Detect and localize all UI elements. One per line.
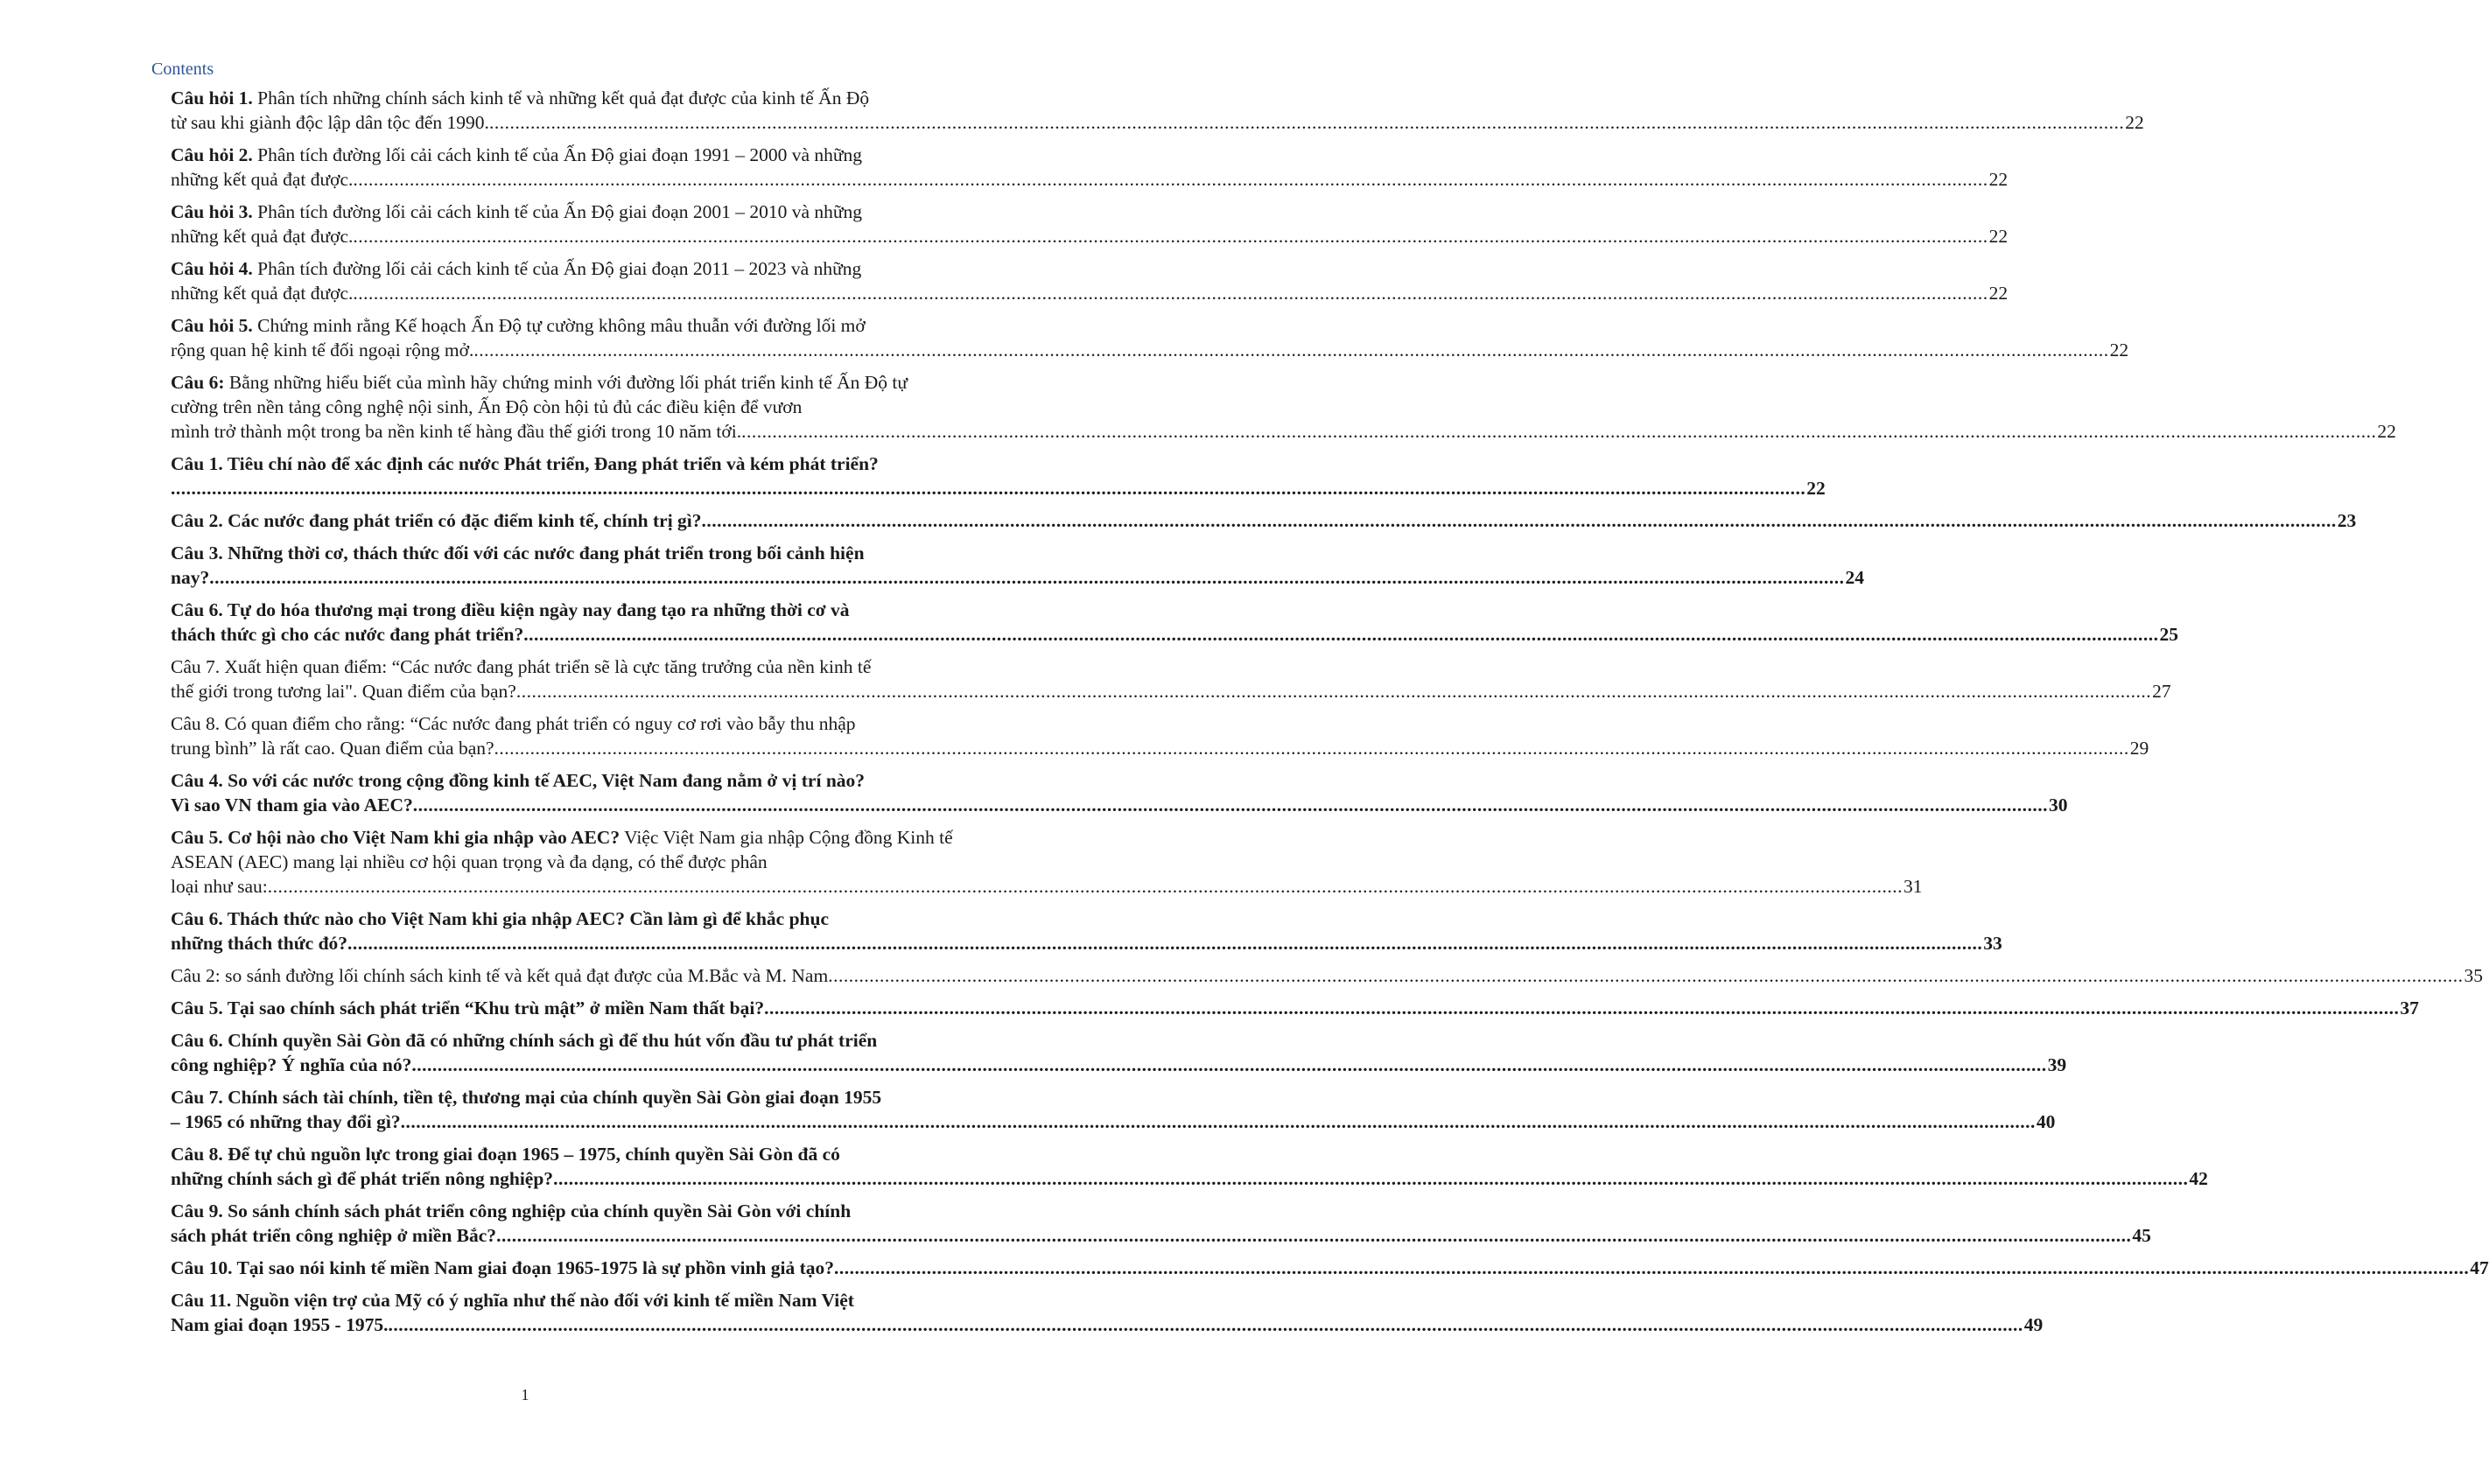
toc-entry[interactable] bbox=[171, 825, 1923, 899]
toc-entry[interactable] bbox=[171, 654, 2171, 704]
toc-entry[interactable] bbox=[171, 541, 1864, 590]
toc-entry-page-number: 31 bbox=[1904, 876, 1923, 897]
toc-entry-title: Chứng minh rằng Kế hoạch Ấn Độ tự cường không mâu thuẫn với đường lối mở bbox=[257, 315, 866, 336]
toc-entry-text bbox=[171, 711, 954, 736]
toc-entry-title-tail: Câu 5. Tại sao chính sách phát triển “Khu trù mật” ở miền Nam thất bại? bbox=[171, 998, 765, 1018]
toc-entry-text bbox=[171, 825, 954, 874]
toc-entry-last-line bbox=[171, 565, 1864, 590]
toc-entry-page-number: 47 bbox=[2470, 1257, 2489, 1278]
toc-entry-text bbox=[171, 1199, 954, 1223]
toc-entry-title-tail: từ sau khi giành độc lập dân tộc đến 1990. bbox=[171, 112, 489, 133]
toc-entry-text bbox=[171, 1288, 954, 1312]
toc-entry-page-number: 24 bbox=[1845, 567, 1864, 588]
toc-entry-page-number: 22 bbox=[1988, 283, 2009, 304]
toc-entry-title: Câu 7. Chính sách tài chính, tiền tệ, thương mại của chính quyền Sài Gòn giai đoạn 1955 bbox=[171, 1087, 882, 1108]
toc-entry-last-line bbox=[171, 679, 2171, 704]
toc-entry-title-tail: – 1965 có những thay đổi gì? bbox=[171, 1111, 401, 1132]
toc-entry[interactable] bbox=[171, 996, 2419, 1020]
toc-entry[interactable] bbox=[171, 1028, 2067, 1077]
toc-entry-title-tail: thế giới trong tương lai". Quan điểm của bạn? bbox=[171, 681, 516, 702]
toc-entry-text bbox=[171, 143, 954, 167]
dot-leader bbox=[834, 1256, 2469, 1280]
toc-entry[interactable] bbox=[171, 1142, 2208, 1191]
toc-entry-text bbox=[171, 452, 954, 476]
toc-entry-last-line bbox=[171, 1256, 2489, 1280]
toc-entry-title-tail: Câu 2: so sánh đường lối chính sách kinh tế và kết quả đạt được của M.Bắc và M. Nam bbox=[171, 965, 829, 986]
toc-entry-page-number: 39 bbox=[2047, 1054, 2067, 1075]
toc-entry-title: Câu 6. Thách thức nào cho Việt Nam khi gia nhập AEC? Cần làm gì để khắc phục bbox=[171, 908, 830, 929]
toc-entry-title-tail: thách thức gì cho các nước đang phát triển? bbox=[171, 624, 524, 645]
toc-entry[interactable] bbox=[171, 906, 2002, 956]
toc-entry[interactable] bbox=[171, 452, 1826, 500]
toc-entry-page-number: 22 bbox=[1988, 226, 2009, 247]
toc-entry[interactable] bbox=[171, 370, 2396, 444]
toc-entry[interactable] bbox=[171, 598, 2178, 647]
dot-leader bbox=[413, 793, 2048, 817]
toc-entry-page-number: 30 bbox=[2049, 794, 2068, 816]
toc-entry-last-line bbox=[171, 1312, 2044, 1337]
dot-leader bbox=[828, 963, 2463, 988]
toc-entry-last-line bbox=[171, 476, 1826, 500]
toc-entry-title: Việc Việt Nam gia nhập Cộng đồng Kinh tế ASEAN (AEC) mang lại nhiều cơ hội quan trọng và đa dạng, có thể được phân bbox=[171, 827, 953, 872]
toc-entry-title: Câu 8. Có quan điểm cho rằng: “Các nước đang phát triển có nguy cơ rơi vào bẫy thu nhập bbox=[171, 713, 856, 734]
toc-entry-title: Phân tích đường lối cải cách kinh tế của Ấn Độ giai đoạn 1991 – 2000 và những bbox=[257, 144, 863, 165]
toc-entry-title-tail: Vì sao VN tham gia vào AEC? bbox=[171, 794, 413, 816]
toc-entry[interactable] bbox=[171, 143, 2009, 192]
toc-entry-title: Câu 8. Để tự chủ nguồn lực trong giai đoạn 1965 – 1975, chính quyền Sài Gòn đã có bbox=[171, 1144, 840, 1165]
toc-entry-label: Câu hỏi 1. bbox=[171, 88, 253, 108]
dot-leader bbox=[171, 476, 1805, 500]
toc-entry[interactable] bbox=[171, 256, 2009, 305]
toc-entry-page-number: 22 bbox=[1806, 478, 1826, 499]
toc-entry-title: Câu 4. So với các nước trong cộng đồng kinh tế AEC, Việt Nam đang nằm ở vị trí nào? bbox=[171, 770, 866, 791]
toc-entry-label: Câu hỏi 2. bbox=[171, 144, 253, 165]
dot-leader bbox=[473, 338, 2108, 362]
dot-leader bbox=[516, 679, 2151, 704]
toc-entry-text bbox=[171, 313, 954, 338]
toc-entry-page-number: 40 bbox=[2036, 1111, 2056, 1132]
toc-entry-last-line bbox=[171, 1223, 2151, 1248]
toc-entry-page-number: 22 bbox=[1988, 169, 2009, 190]
toc-entry-title-tail: những kết quả đạt được. bbox=[171, 226, 354, 247]
toc-entry-text bbox=[171, 906, 954, 931]
toc-entry-title-tail: loại như sau: bbox=[171, 876, 268, 897]
toc-entry[interactable] bbox=[171, 86, 2144, 135]
dot-leader bbox=[401, 1110, 2036, 1134]
toc-entry-title-tail: Nam giai đoạn 1955 - 1975. bbox=[171, 1314, 389, 1335]
toc-entry-title-tail: những kết quả đạt được. bbox=[171, 169, 354, 190]
toc-entry-last-line bbox=[171, 419, 2396, 444]
toc-entry-title: Phân tích đường lối cải cách kinh tế của Ấn Độ giai đoạn 2001 – 2010 và những bbox=[257, 201, 863, 222]
toc-entry-title-tail: Câu 10. Tại sao nói kinh tế miền Nam giai đoạn 1965-1975 là sự phồn vinh giả tạo? bbox=[171, 1257, 834, 1278]
toc-entry-last-line bbox=[171, 1166, 2208, 1191]
dot-leader bbox=[702, 508, 2337, 533]
toc-entry-title: Câu 7. Xuất hiện quan điểm: “Các nước đang phát triển sẽ là cực tăng trưởng của nền kinh tế bbox=[171, 656, 872, 677]
toc-entry-label: Câu 5. Cơ hội nào cho Việt Nam khi gia nhập vào AEC? bbox=[171, 827, 620, 848]
toc-entry-last-line bbox=[171, 736, 2149, 760]
dot-leader bbox=[388, 1312, 2023, 1337]
toc-entry-text bbox=[171, 598, 954, 622]
toc-entry-page-number: 37 bbox=[2400, 998, 2419, 1018]
toc-heading: Contents bbox=[151, 60, 214, 79]
toc-entry-last-line bbox=[171, 1053, 2067, 1077]
toc-entry-title: Phân tích những chính sách kinh tế và những kết quả đạt được của kinh tế Ấn Độ bbox=[257, 88, 870, 108]
toc-entry[interactable] bbox=[171, 508, 2357, 533]
toc-entry-last-line bbox=[171, 622, 2178, 647]
toc-entry-page-number: 25 bbox=[2159, 624, 2178, 645]
toc-entry-text bbox=[171, 256, 954, 281]
toc-entry-title-tail: những thách thức đó? bbox=[171, 933, 348, 954]
toc-entry[interactable] bbox=[171, 1199, 2151, 1248]
toc-entry[interactable] bbox=[171, 1256, 2489, 1280]
toc-entry-title-tail: Câu 2. Các nước đang phát triển có đặc điểm kinh tế, chính trị gì? bbox=[171, 510, 702, 531]
toc-entry-last-line bbox=[171, 793, 2068, 817]
dot-leader bbox=[347, 931, 1982, 956]
toc-entry-title-tail: những kết quả đạt được. bbox=[171, 283, 354, 304]
toc-entry-page-number: 27 bbox=[2152, 681, 2171, 702]
page-number: 1 bbox=[521, 1386, 529, 1404]
toc-list bbox=[171, 86, 2489, 1345]
dot-leader bbox=[353, 281, 1988, 305]
toc-entry-last-line bbox=[171, 508, 2357, 533]
toc-entry-page-number: 22 bbox=[2109, 340, 2129, 360]
toc-entry-title-tail: rộng quan hệ kinh tế đối ngoại rộng mở. bbox=[171, 340, 474, 360]
toc-entry-last-line bbox=[171, 224, 2009, 248]
dot-leader bbox=[553, 1166, 2188, 1191]
toc-entry-last-line bbox=[171, 963, 2483, 988]
toc-entry-label: Câu hỏi 5. bbox=[171, 315, 253, 336]
toc-entry-page-number: 33 bbox=[1983, 933, 2002, 954]
toc-entry-last-line bbox=[171, 1110, 2056, 1134]
toc-entry-label: Câu hỏi 4. bbox=[171, 258, 253, 279]
toc-entry-title: Câu 9. So sánh chính sách phát triển công nghiệp của chính quyền Sài Gòn với chính bbox=[171, 1200, 852, 1222]
toc-entry-title-tail: những chính sách gì để phát triển nông nghiệp? bbox=[171, 1168, 554, 1189]
toc-entry-text bbox=[171, 654, 954, 679]
toc-entry-last-line bbox=[171, 167, 2009, 192]
toc-entry-page-number: 45 bbox=[2132, 1225, 2151, 1246]
dot-leader bbox=[489, 110, 2124, 135]
toc-entry[interactable] bbox=[171, 768, 2068, 817]
toc-entry[interactable] bbox=[171, 711, 2149, 760]
toc-entry-title-tail: sách phát triển công nghiệp ở miền Bắc? bbox=[171, 1225, 497, 1246]
toc-entry[interactable] bbox=[171, 1085, 2056, 1134]
toc-entry-title: Phân tích đường lối cải cách kinh tế của Ấn Độ giai đoạn 2011 – 2023 và những bbox=[257, 258, 862, 279]
toc-entry-title: Câu 3. Những thời cơ, thách thức đối với các nước đang phát triển trong bối cảnh hiện bbox=[171, 542, 865, 564]
toc-entry-last-line bbox=[171, 931, 2002, 956]
dot-leader bbox=[496, 1223, 2131, 1248]
toc-entry-title-tail: trung bình” là rất cao. Quan điểm của bạn? bbox=[171, 738, 494, 759]
toc-entry-last-line bbox=[171, 281, 2009, 305]
toc-entry-page-number: 23 bbox=[2337, 510, 2357, 531]
toc-entry-last-line bbox=[171, 996, 2419, 1020]
toc-entry-page-number: 49 bbox=[2023, 1314, 2044, 1335]
dot-leader bbox=[268, 874, 1903, 899]
toc-entry-title: Bằng những hiểu biết của mình hãy chứng minh với đường lối phát triển kinh tế Ấn Độ tự cường trên nền tảng công nghệ nội sinh, Ấn Độ còn hội tủ đủ các điều kiện để vươn bbox=[171, 372, 908, 417]
toc-entry-title: Câu 11. Nguồn viện trợ của Mỹ có ý nghĩa như thế nào đối với kinh tế miền Nam Việt bbox=[171, 1290, 854, 1311]
toc-entry-page-number: 42 bbox=[2189, 1168, 2208, 1189]
toc-entry-last-line bbox=[171, 110, 2144, 135]
toc-entry-title: Câu 6. Chính quyền Sài Gòn đã có những chính sách gì để thu hút vốn đầu tư phát triển bbox=[171, 1030, 878, 1051]
dot-leader bbox=[209, 565, 1844, 590]
dot-leader bbox=[741, 419, 2376, 444]
dot-leader bbox=[353, 167, 1988, 192]
toc-entry[interactable] bbox=[171, 1288, 2044, 1337]
toc-entry-text bbox=[171, 541, 954, 565]
toc-entry-text bbox=[171, 1028, 954, 1053]
toc-entry-last-line bbox=[171, 338, 2129, 362]
dot-leader bbox=[494, 736, 2129, 760]
toc-entry-label: Câu 6: bbox=[171, 372, 225, 393]
toc-entry-label: Câu hỏi 3. bbox=[171, 201, 253, 222]
toc-entry-text bbox=[171, 370, 954, 419]
toc-entry-page-number: 29 bbox=[2129, 738, 2149, 759]
toc-entry-title: Câu 6. Tự do hóa thương mại trong điều kiện ngày nay đang tạo ra những thời cơ và bbox=[171, 599, 850, 620]
dot-leader bbox=[764, 996, 2399, 1020]
toc-entry[interactable] bbox=[171, 200, 2009, 248]
toc-entry-last-line bbox=[171, 874, 1923, 899]
toc-entry[interactable] bbox=[171, 963, 2483, 988]
toc-entry-title-tail: mình trở thành một trong ba nền kinh tế hàng đầu thế giới trong 10 năm tới. bbox=[171, 421, 742, 442]
toc-entry-text bbox=[171, 768, 954, 793]
dot-leader bbox=[353, 224, 1988, 248]
toc-entry-text bbox=[171, 1085, 954, 1110]
toc-entry-page-number: 35 bbox=[2464, 965, 2483, 986]
dot-leader bbox=[411, 1053, 2046, 1077]
toc-entry-text bbox=[171, 200, 954, 224]
toc-entry-text bbox=[171, 86, 954, 110]
toc-entry-page-number: 22 bbox=[2377, 421, 2396, 442]
toc-entry-title: Câu 1. Tiêu chí nào để xác định các nước Phát triển, Đang phát triển và kém phát triển? bbox=[171, 453, 879, 474]
toc-entry[interactable] bbox=[171, 313, 2129, 362]
toc-entry-title-tail: công nghiệp? Ý nghĩa của nó? bbox=[171, 1054, 412, 1075]
toc-entry-title-tail: nay? bbox=[171, 567, 210, 588]
toc-entry-page-number: 22 bbox=[2125, 112, 2144, 133]
toc-entry-text bbox=[171, 1142, 954, 1166]
dot-leader bbox=[523, 622, 2158, 647]
